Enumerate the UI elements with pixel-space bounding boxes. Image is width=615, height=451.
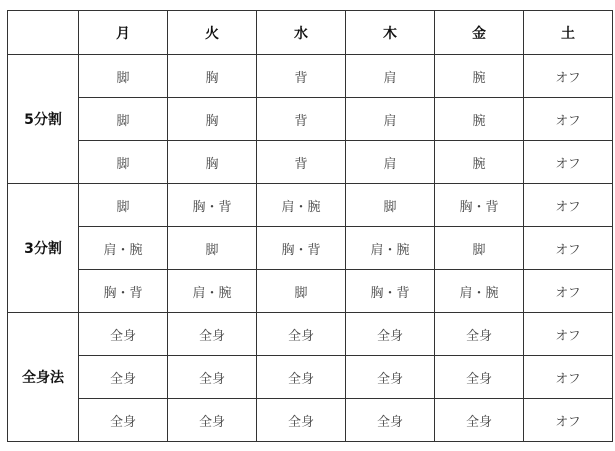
- table-row: [8, 356, 613, 399]
- table-cell: オフ: [524, 184, 613, 227]
- table-cell: 胸・背: [168, 184, 257, 227]
- table-cell: オフ: [524, 399, 613, 442]
- table-cell: 肩: [346, 141, 435, 184]
- table-cell: 脚: [79, 55, 168, 98]
- table-cell: 全身: [79, 356, 168, 399]
- table-cell: 全身: [168, 313, 257, 356]
- table-cell: オフ: [524, 270, 613, 313]
- table-row: [8, 313, 613, 356]
- corner-cell: [8, 11, 79, 55]
- table-cell: 胸・背: [435, 184, 524, 227]
- table-row: [8, 270, 613, 313]
- table-cell: 全身: [346, 399, 435, 442]
- table-cell: オフ: [524, 98, 613, 141]
- day-header-tue: 火: [168, 11, 257, 55]
- schedule-container: [7, 10, 613, 442]
- table-cell: 脚: [79, 98, 168, 141]
- table-cell: 脚: [168, 227, 257, 270]
- table-row: [8, 184, 613, 227]
- table-cell: 全身: [168, 356, 257, 399]
- table-cell: 肩・腕: [79, 227, 168, 270]
- table-cell: 全身: [435, 399, 524, 442]
- table-row: [8, 55, 613, 98]
- table-cell: 背: [257, 98, 346, 141]
- table-cell: 肩・腕: [435, 270, 524, 313]
- group-label-3split: 3分割: [8, 184, 79, 313]
- table-cell: オフ: [524, 356, 613, 399]
- table-cell: 胸・背: [79, 270, 168, 313]
- table-cell: 肩・腕: [346, 227, 435, 270]
- table-cell: 背: [257, 55, 346, 98]
- table-cell: オフ: [524, 55, 613, 98]
- table-cell: 脚: [79, 184, 168, 227]
- day-header-mon: 月: [79, 11, 168, 55]
- table-cell: 全身: [346, 356, 435, 399]
- table-cell: 全身: [79, 313, 168, 356]
- table-cell: 肩: [346, 98, 435, 141]
- table-cell: 腕: [435, 55, 524, 98]
- table-cell: オフ: [524, 141, 613, 184]
- table-cell: 全身: [168, 399, 257, 442]
- table-cell: 胸: [168, 55, 257, 98]
- table-cell: 腕: [435, 141, 524, 184]
- table-cell: 肩: [346, 55, 435, 98]
- table-cell: 全身: [435, 356, 524, 399]
- table-cell: 肩・腕: [168, 270, 257, 313]
- table-cell: 脚: [435, 227, 524, 270]
- table-row: [8, 227, 613, 270]
- table-row: [8, 98, 613, 141]
- table-cell: 胸: [168, 141, 257, 184]
- group-label-5split: 5分割: [8, 55, 79, 184]
- table-cell: 全身: [257, 313, 346, 356]
- table-cell: 胸・背: [257, 227, 346, 270]
- table-row: [8, 399, 613, 442]
- table-cell: 腕: [435, 98, 524, 141]
- table-cell: 脚: [346, 184, 435, 227]
- table-cell: 全身: [435, 313, 524, 356]
- table-cell: オフ: [524, 313, 613, 356]
- table-cell: 胸: [168, 98, 257, 141]
- table-cell: 肩・腕: [257, 184, 346, 227]
- table-cell: 全身: [257, 356, 346, 399]
- table-cell: 全身: [346, 313, 435, 356]
- table-cell: 全身: [79, 399, 168, 442]
- day-header-wed: 水: [257, 11, 346, 55]
- day-header-thu: 木: [346, 11, 435, 55]
- day-header-fri: 金: [435, 11, 524, 55]
- table-cell: 胸・背: [346, 270, 435, 313]
- table-cell: 背: [257, 141, 346, 184]
- table-cell: 全身: [257, 399, 346, 442]
- training-split-table: [7, 10, 613, 442]
- table-cell: 脚: [257, 270, 346, 313]
- table-cell: 脚: [79, 141, 168, 184]
- table-row: [8, 141, 613, 184]
- day-header-sat: 土: [524, 11, 613, 55]
- group-label-fullbody: 全身法: [8, 313, 79, 442]
- header-row: [8, 11, 613, 55]
- table-cell: オフ: [524, 227, 613, 270]
